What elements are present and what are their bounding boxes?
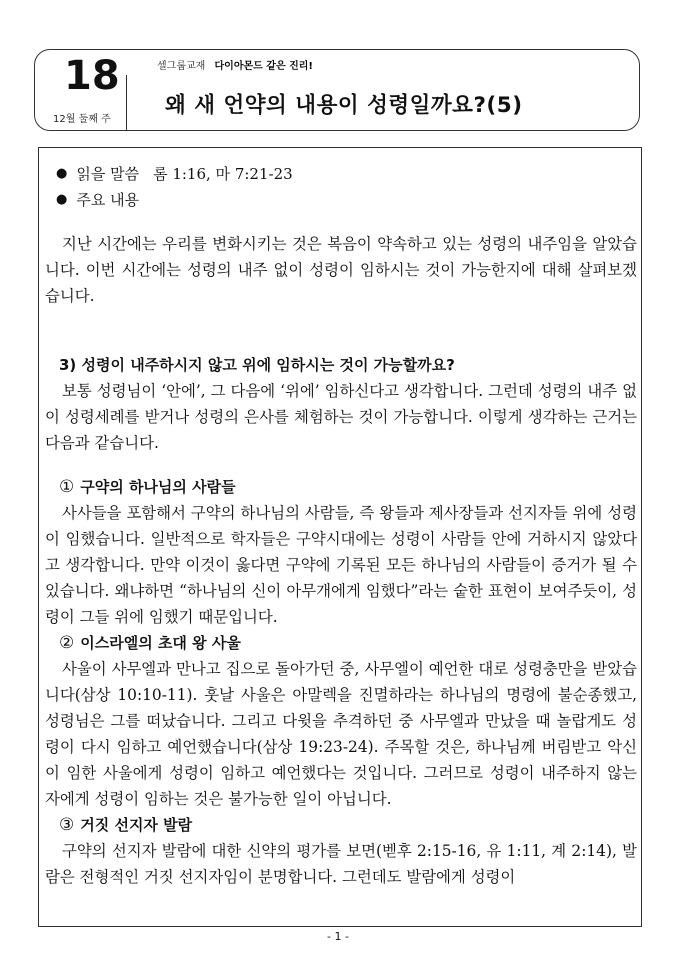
intro-paragraph: 지난 시간에는 우리를 변화시키는 것은 복음이 약속하고 있는 성령의 내주임을 알았습니다. 이번 시간에는 성령의 내주 없이 성령이 임하시는 것이 가능한지에 대해 살펴보겠습니다. <box>45 235 637 305</box>
point-number: ① <box>59 477 75 497</box>
bullet-icon: ● <box>56 192 68 207</box>
header-divider <box>126 75 127 130</box>
point-title: 거짓 선지자 발람 <box>80 816 193 834</box>
point-heading <box>59 812 637 838</box>
section-paragraph: 보통 성령님이 ‘안에’, 그 다음에 ‘위에’ 임하신다고 생각합니다. 그런데 성령의 내주 없이 성령세례를 받거나 성령의 은사를 체험하는 것이 가능합니다. 이렇게 생각하는 근거는 다음과 같습니다. <box>45 382 637 452</box>
series-label: 셀그룹교재 <box>157 61 206 72</box>
point-paragraph: 구약의 선지자 발람에 대한 신약의 평가를 보면(벧후 2:15-16, 유 1:11, 계 2:14), 발람은 전형적인 거짓 선지자임이 분명합니다. 그런데도 발람에게 성령이 <box>45 842 637 886</box>
point-title: 구약의 하나님의 사람들 <box>80 478 236 496</box>
reading-row <box>56 161 637 187</box>
point-paragraph: 사울이 사무엘과 만나고 집으로 돌아가던 중, 사무엘이 예언한 대로 성령충만을 받았습니다(삼상 10:10-11). 훗날 사울은 아말렉을 진멸하라는 하나님의 명령에 불순종했고, 성령님은 그를 떠났습니다. 그리고 다윗을 추격하던 중 사무엘과 만났을 때 놀랍게도 성령이 다시 임하고 예언했습니다(삼상 19:23-24). 주목할 것은, 하나님께 버림받고 악신이 임한 사울에게 성령이 임하고 예언했다는 것입니다. 그러므로 성령이 내주하지 않는 자에게 성령이 임하는 것은 불가능한 일이 아닙니다. <box>45 660 637 808</box>
reading-label: 읽을 말씀 <box>76 165 140 183</box>
bullet-icon: ● <box>56 166 68 181</box>
summary-row <box>56 187 637 213</box>
summary-label: 주요 내용 <box>76 191 140 209</box>
lesson-title: 왜 새 언약의 내용이 성령일까요?(5) <box>165 93 523 118</box>
lesson-number: 18 <box>64 53 120 99</box>
point-paragraph: 사사들을 포함해서 구약의 하나님의 사람들, 즉 왕들과 제사장들과 선지자들 위에 성령이 임했습니다. 일반적으로 학자들은 구약시대에는 성령이 사람들 안에 거하시지 않았다고 생각합니다. 만약 이것이 옳다면 구약에 기록된 모든 하나님의 사람들이 증거가 될 수 있습니다. 왜냐하면 “하나님의 신이 아무개에게 임했다”라는 숱한 표현이 보여주듯이, 성령이 그들 위에 임했기 때문입니다. <box>45 504 637 626</box>
point-number: ③ <box>59 815 75 835</box>
point-number: ② <box>59 633 75 653</box>
point-title: 이스라엘의 초대 왕 사울 <box>80 634 241 652</box>
series-line <box>157 57 313 72</box>
point-heading <box>59 474 637 500</box>
lesson-week: 12월 둘째 주 <box>53 114 111 125</box>
series-title: 다이아몬드 같은 진리! <box>214 61 313 72</box>
content <box>45 148 637 890</box>
reading-value: 롬 1:16, 마 7:21-23 <box>153 165 293 183</box>
page-number: - 1 - <box>327 930 349 943</box>
content-box <box>38 147 642 927</box>
section-heading: 3) 성령이 내주하시지 않고 위에 임하시는 것이 가능할까요? <box>59 356 455 374</box>
point-heading <box>59 630 637 656</box>
